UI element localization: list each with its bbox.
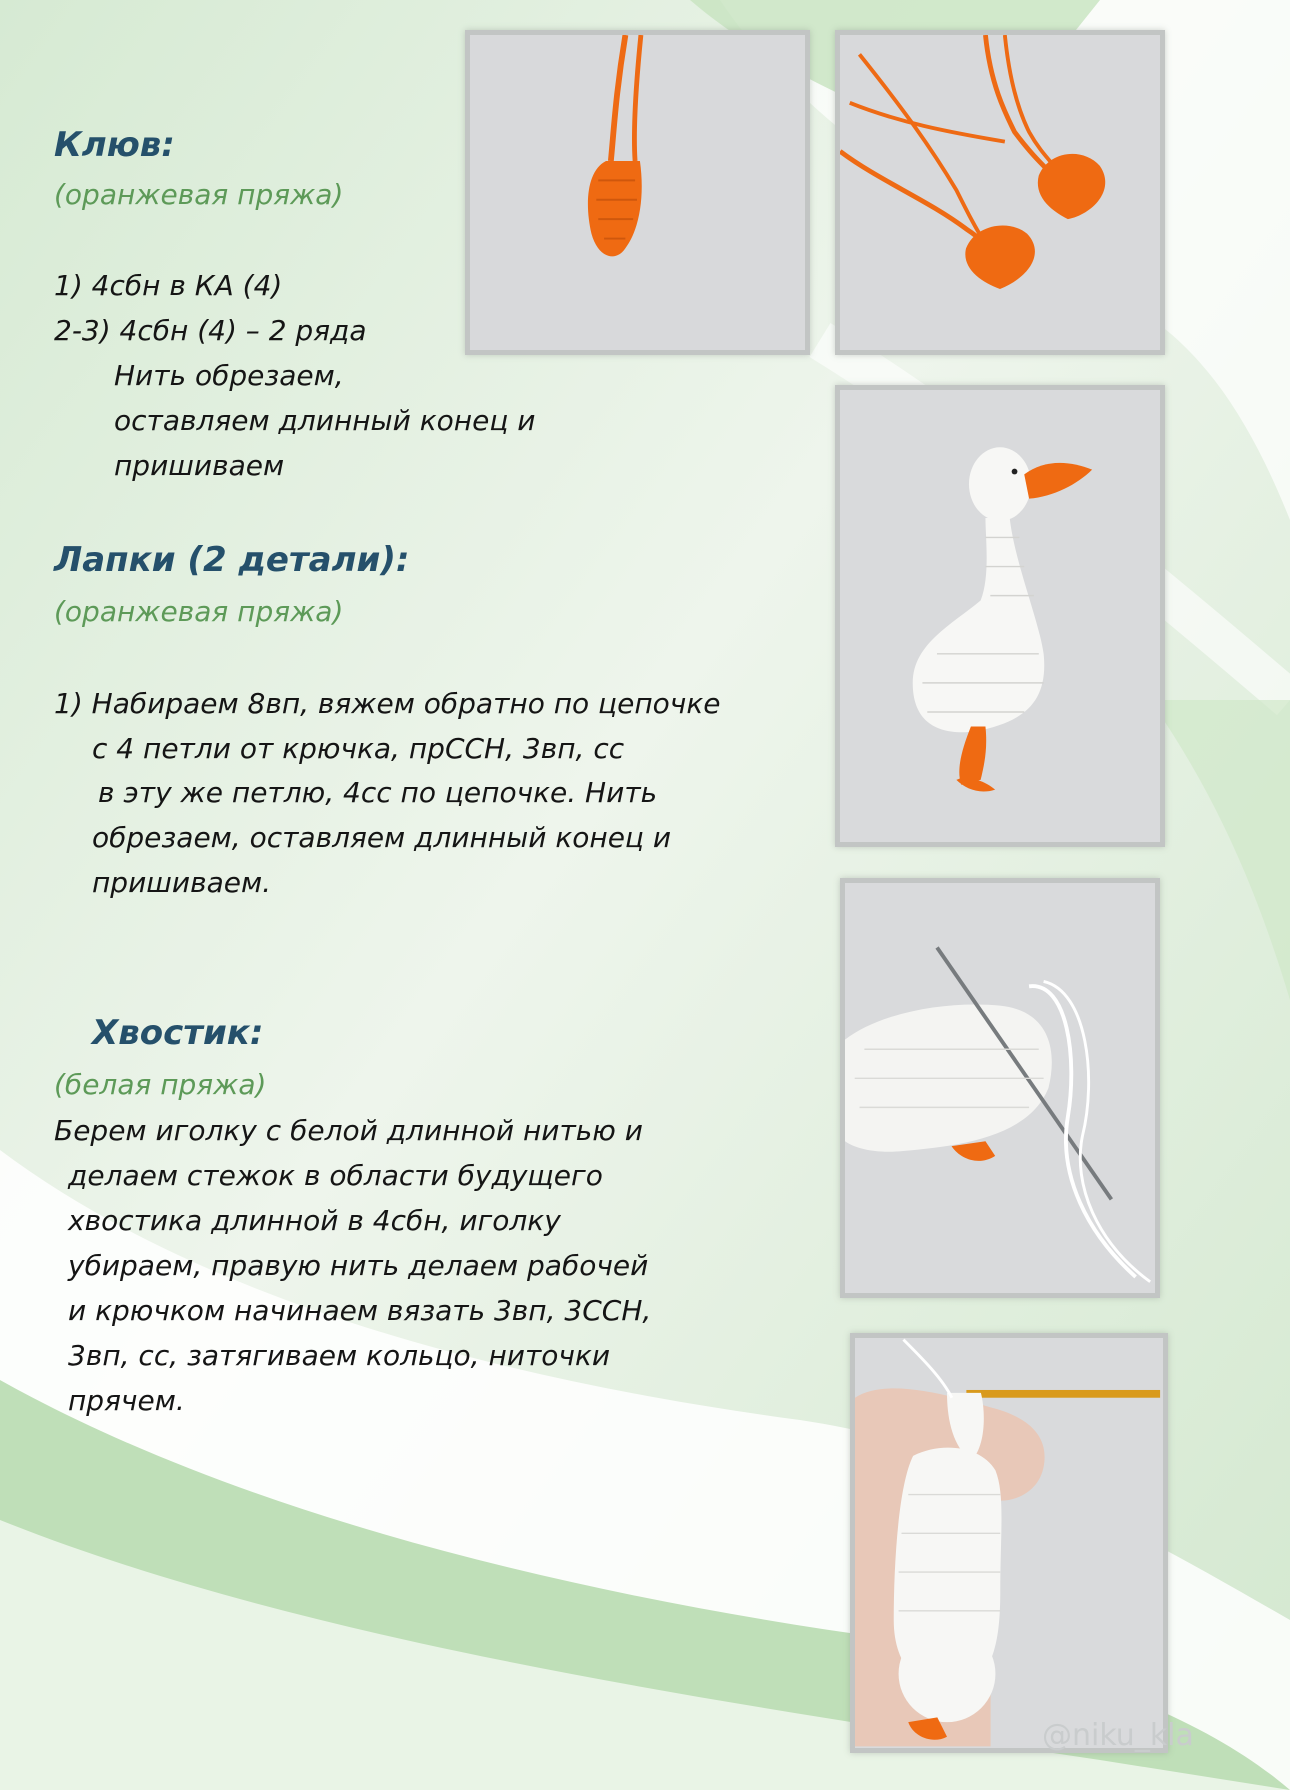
feet-line-4: обрезаем, оставляем длинный конец и bbox=[92, 821, 672, 854]
feet-subtitle: (оранжевая пряжа) bbox=[54, 595, 344, 628]
beak-illustration bbox=[470, 35, 805, 350]
beak-line-1: 1) 4сбн в КА (4) bbox=[54, 269, 283, 302]
feet-heading: Лапки (2 детали): bbox=[54, 540, 410, 580]
feet-line-3: в эту же петлю, 4сс по цепочке. Нить bbox=[98, 776, 658, 809]
needle-photo bbox=[840, 878, 1160, 1298]
beak-line-5: пришиваем bbox=[114, 449, 285, 482]
tail-line-4: убираем, правую нить делаем рабочей bbox=[68, 1249, 649, 1282]
goose-photo bbox=[835, 385, 1165, 847]
watermark: @niku_kla bbox=[1042, 1718, 1194, 1753]
tail-hook-illustration bbox=[855, 1338, 1163, 1748]
feet-line-2: с 4 петли от крючка, прССН, 3вп, сс bbox=[92, 732, 625, 765]
beak-subtitle: (оранжевая пряжа) bbox=[54, 178, 344, 211]
beak-line-3: Нить обрезаем, bbox=[114, 359, 344, 392]
tail-line-6: 3вп, сс, затягиваем кольцо, ниточки bbox=[68, 1339, 611, 1372]
two-beaks-illustration bbox=[840, 35, 1160, 350]
tail-subtitle: (белая пряжа) bbox=[54, 1068, 267, 1101]
feet-line-5: пришиваем. bbox=[92, 866, 272, 899]
beak-heading: Клюв: bbox=[54, 125, 175, 165]
beak-line-4: оставляем длинный конец и bbox=[114, 404, 536, 437]
beak-photo bbox=[465, 30, 810, 355]
needle-illustration bbox=[845, 883, 1155, 1293]
two-beaks-photo bbox=[835, 30, 1165, 355]
feet-line-1: 1) Набираем 8вп, вяжем обратно по цепочке bbox=[54, 687, 721, 720]
beak-line-2: 2-3) 4сбн (4) – 2 ряда bbox=[54, 314, 367, 347]
tail-line-2: делаем стежок в области будущего bbox=[68, 1159, 603, 1192]
tail-line-5: и крючком начинаем вязать 3вп, 3ССН, bbox=[68, 1294, 652, 1327]
tail-line-3: хвостика длинной в 4сбн, иголку bbox=[68, 1204, 561, 1237]
tail-line-1: Берем иголку с белой длинной нитью и bbox=[54, 1114, 643, 1147]
tail-hook-photo bbox=[850, 1333, 1168, 1753]
tail-line-7: прячем. bbox=[68, 1384, 185, 1417]
goose-illustration bbox=[840, 390, 1160, 842]
tail-heading: Хвостик: bbox=[92, 1013, 264, 1053]
